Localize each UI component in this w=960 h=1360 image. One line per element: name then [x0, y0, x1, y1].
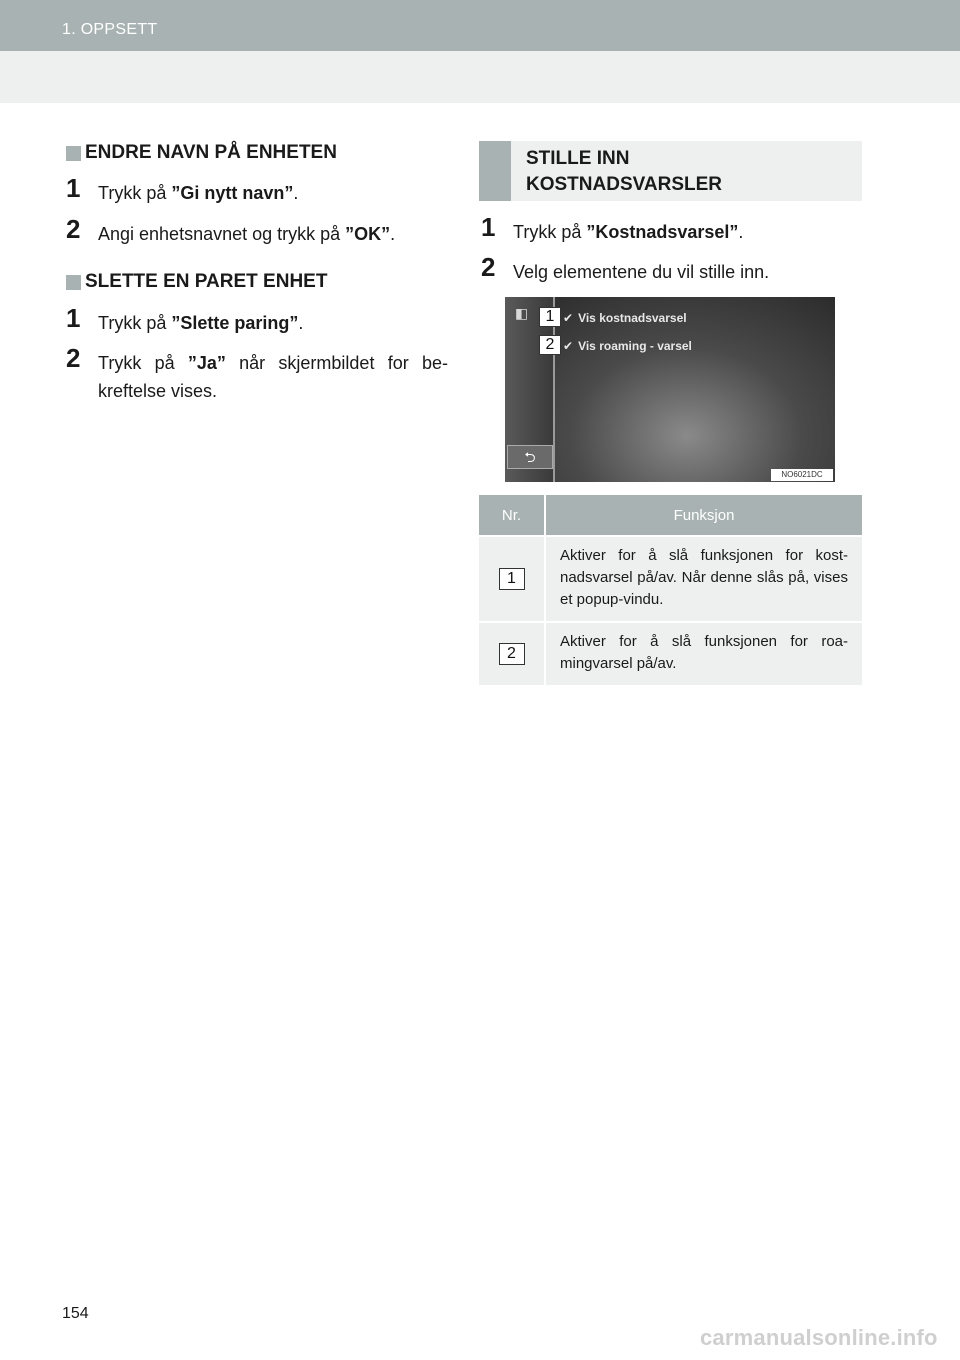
step-number: 2: [481, 252, 496, 282]
step-text: Trykk på ”Kostnadsvarsel”.: [513, 222, 744, 242]
step-number: 2: [66, 214, 81, 244]
step-item: [66, 173, 456, 207]
step-item: [66, 214, 456, 248]
callout-badge-1: 1: [539, 307, 561, 327]
table-cell-function: Aktiver for å slå funksjonen for roa-mingvarsel på/av.: [545, 622, 862, 685]
step-text: Trykk på ”Slette paring”.: [98, 313, 304, 333]
step-item: [66, 303, 456, 337]
table-cell-function: Aktiver for å slå funksjonen for kost-nadsvarsel på/av. Når denne slås på, vises et popup-vindu.: [545, 536, 862, 622]
step-text: Trykk på ”Ja” når skjermbildet for be-kreftelse vises.: [98, 353, 448, 401]
section-title: ENDRE NAVN PÅ ENHETEN: [85, 142, 337, 163]
box-title: STILLE INN KOSTNADSVARSLER: [526, 148, 722, 195]
checkmark-icon: ✔: [563, 339, 574, 353]
step-number: 2: [66, 343, 81, 373]
phone-settings-icon: ◧: [515, 305, 529, 321]
step-text: Angi enhetsnavnet og trykk på ”OK”.: [98, 224, 396, 244]
step-number: 1: [66, 173, 81, 203]
checkmark-icon: ✔: [563, 311, 574, 325]
table-cell-nr: [479, 622, 545, 685]
function-table: [479, 495, 862, 685]
step-text: Velg elementene du vil stille inn.: [513, 262, 770, 282]
table-row: [479, 622, 862, 685]
header-bar: [0, 0, 960, 51]
breadcrumb: 1. OPPSETT: [62, 21, 158, 38]
back-arrow-icon: ⮌: [507, 445, 553, 469]
section-title: SLETTE EN PARET ENHET: [85, 271, 328, 292]
page-number: 154: [62, 1305, 89, 1322]
table-row: [479, 536, 862, 622]
table-header-nr: Nr.: [479, 495, 545, 536]
callout-badge-2: 2: [539, 335, 561, 355]
header-band: [0, 51, 960, 103]
screen-item-cost-alert: ✔ Vis kostnadsvarsel: [563, 311, 687, 325]
section-heading-delete: [66, 271, 327, 293]
number-box: 2: [499, 643, 525, 665]
image-code: NO6021DC: [771, 469, 833, 481]
square-bullet-icon: [66, 146, 81, 161]
number-box: 1: [499, 568, 525, 590]
step-item: [481, 252, 861, 286]
step-item: [66, 343, 448, 405]
step-number: 1: [481, 212, 496, 242]
table-header-function: Funksjon: [545, 495, 862, 536]
step-text: Trykk på ”Gi nytt navn”.: [98, 183, 299, 203]
screen-item-roaming-alert: ✔ Vis roaming - varsel: [563, 339, 692, 353]
section-box-cost-alerts: [479, 141, 862, 201]
square-bullet-icon: [66, 275, 81, 290]
table-cell-nr: [479, 536, 545, 622]
footer-watermark[interactable]: carmanualsonline.info: [700, 1325, 938, 1350]
step-number: 1: [66, 303, 81, 333]
section-heading-rename: [66, 142, 337, 164]
screen-screenshot: [505, 297, 835, 482]
box-accent-bar: [479, 141, 511, 201]
step-item: [481, 212, 861, 246]
